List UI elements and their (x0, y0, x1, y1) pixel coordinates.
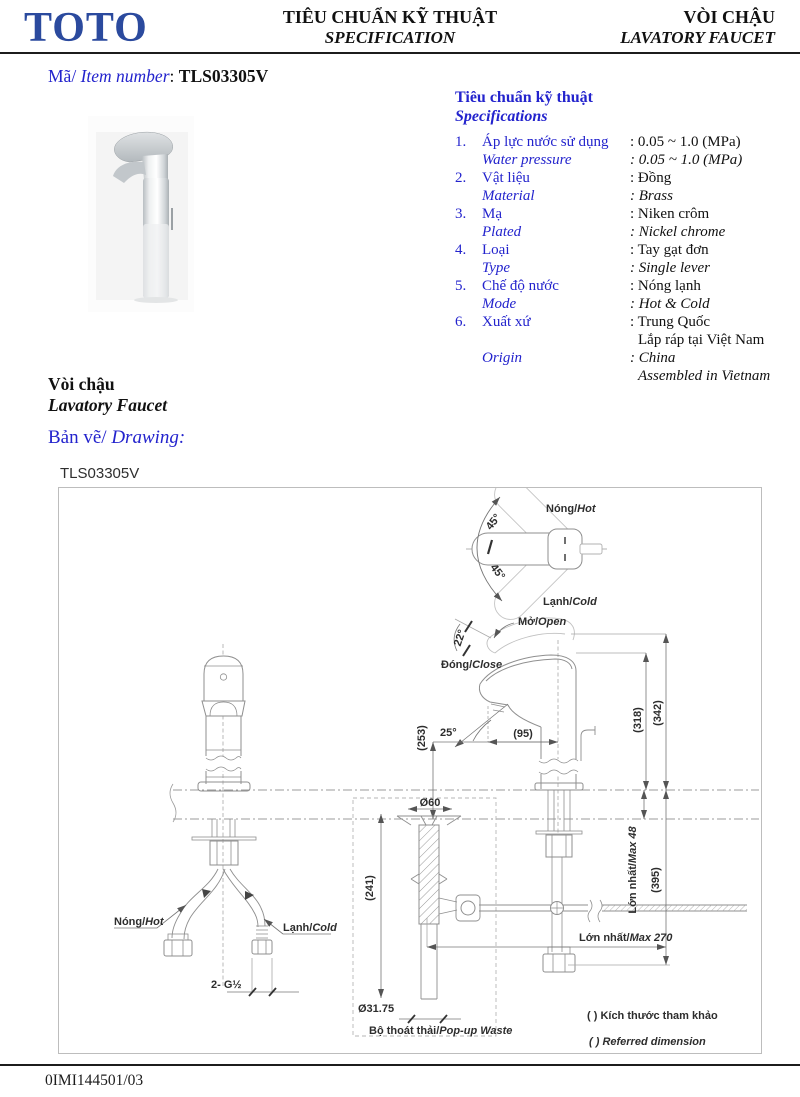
spec-value-en: : China (630, 350, 676, 366)
dim-max270: Lớn nhất/Max 270 (579, 932, 673, 944)
spec-value-en: : Brass (630, 188, 673, 204)
product-name-en: Lavatory Faucet (48, 395, 168, 415)
product-name-vi: Vòi chậu (48, 374, 115, 394)
spec-no: 4. (455, 242, 467, 258)
spec-no: 5. (455, 278, 467, 294)
spec-label-vi: Chế độ nước (482, 278, 559, 294)
item-number-line (48, 66, 268, 87)
front-view-faucet (164, 644, 272, 986)
product-type-english: LAVATORY FAUCET (620, 28, 775, 47)
spec-row-type (455, 241, 785, 277)
side-view-faucet (479, 618, 595, 972)
header-title-center (235, 7, 545, 48)
angle-45-lower: 45° (487, 561, 508, 583)
spec-row-water-pressure (455, 133, 785, 169)
counter-lines (170, 784, 759, 822)
page-header (0, 0, 800, 54)
spec-label-en: Type (482, 260, 511, 276)
product-photo (88, 116, 194, 312)
footer-divider (0, 1064, 800, 1066)
dim-241: (241) (364, 875, 376, 901)
spec-label-en: Plated (482, 224, 522, 240)
spec-label-vi: Vật liệu (482, 170, 530, 186)
item-colon: : (169, 66, 179, 86)
spec-no: 3. (455, 206, 467, 222)
hot-label-front: Nóng/Hot (114, 916, 164, 928)
top-view-handle (466, 488, 607, 626)
cold-label-top: Lạnh/Cold (543, 596, 597, 608)
specs-heading-en: Specifications (455, 108, 548, 125)
header-product-type (535, 7, 775, 48)
spec-label-en: Origin (482, 350, 523, 366)
spec-row-material (455, 169, 785, 205)
dim-g12: 2- G½ (211, 979, 242, 991)
spec-label-vi: Loại (482, 242, 510, 258)
spec-value-en-2: Assembled in Vietnam (638, 368, 771, 384)
dim-dia3175: Ø31.75 (358, 1003, 395, 1015)
spec-value-en: : 0.05 ~ 1.0 (MPa) (630, 152, 743, 168)
spec-value-vi: : 0.05 ~ 1.0 (MPa) (630, 134, 741, 150)
title-english: SPECIFICATION (324, 28, 456, 47)
technical-drawing (59, 488, 761, 1053)
drawing-model-number: TLS03305V (60, 465, 140, 482)
close-label: Đóng/Close (441, 659, 503, 671)
spec-value-vi: : Đồng (630, 170, 672, 186)
popup-waste-label: Bộ thoát thải/Pop-up Waste (369, 1025, 513, 1037)
drawing-label-en: Drawing: (106, 427, 186, 448)
spec-label-en: Material (482, 188, 535, 204)
dim-dia60: Ø60 (419, 797, 441, 809)
drawing-label-vi: Bản vẽ/ (48, 427, 107, 448)
product-name-block (48, 374, 167, 416)
spec-row-origin (455, 313, 785, 385)
spec-label-vi: Áp lực nước sử dụng (482, 134, 609, 150)
spec-value-vi: : Nóng lạnh (630, 278, 701, 294)
document-number: 0IMI144501/03 (45, 1072, 144, 1089)
hot-label-top: Nóng/Hot (546, 503, 596, 515)
open-label: Mở/Open (518, 616, 567, 628)
spec-no: 6. (455, 314, 467, 330)
technical-drawing-box (58, 487, 762, 1054)
dim-95: (95) (513, 728, 533, 740)
spec-label-en: Mode (482, 296, 517, 312)
dim-max48: Lớn nhất/Max 48 (627, 826, 639, 914)
specifications-block (455, 88, 785, 385)
toto-logo: TOTO (24, 5, 148, 51)
spec-label-vi: Xuất xứ (482, 314, 531, 330)
spec-label-vi: Mạ (482, 206, 502, 222)
cold-label-front: Lạnh/Cold (283, 922, 337, 934)
spec-value-vi: : Trung Quốc (630, 314, 711, 330)
dim-342: (342) (652, 700, 664, 726)
dim-253: (253) (416, 725, 428, 751)
drawing-section-label (48, 427, 185, 449)
spec-value-vi-2: Lắp ráp tại Việt Nam (638, 332, 765, 348)
spec-label-en: Water pressure (482, 152, 572, 168)
specs-heading-vi: Tiêu chuẩn kỹ thuật (455, 89, 593, 106)
spec-row-mode (455, 277, 785, 313)
spec-value-en: : Hot & Cold (630, 296, 710, 312)
spec-value-en: : Single lever (630, 260, 710, 276)
dim-318: (318) (632, 707, 644, 733)
dim-395: (395) (650, 867, 662, 893)
item-label-vi: Mã/ (48, 66, 77, 86)
legend-referred-en: ( ) Referred dimension (589, 1036, 706, 1048)
angle-25: 25° (440, 727, 457, 739)
angle-22: 22° (451, 628, 469, 648)
spec-no: 1. (455, 134, 467, 150)
spec-value-en: : Nickel chrome (630, 224, 726, 240)
spec-value-vi: : Tay gạt đơn (630, 242, 709, 258)
angle-45-upper: 45° (483, 511, 504, 533)
product-type-vietnamese: VÒI CHẬU (683, 7, 775, 27)
legend-referred-vi: ( ) Kích thước tham khảo (587, 1010, 718, 1022)
item-number: TLS03305V (178, 66, 269, 86)
spec-value-vi: : Niken crôm (630, 206, 710, 222)
spec-no: 2. (455, 170, 467, 186)
faucet-photo-illustration (88, 116, 194, 312)
item-label-en: Item number (76, 66, 170, 86)
title-vietnamese: TIÊU CHUẨN KỸ THUẬT (282, 7, 498, 27)
spec-row-plated (455, 205, 785, 241)
